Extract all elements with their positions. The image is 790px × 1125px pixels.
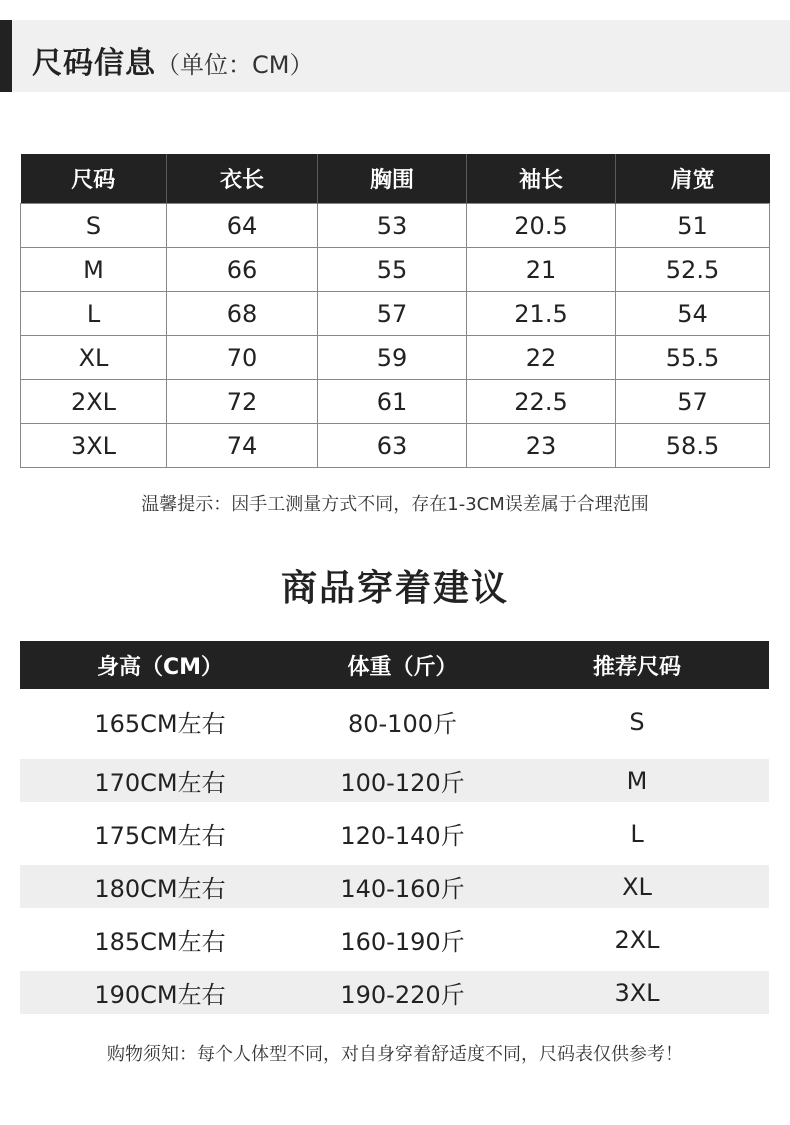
rec-header-cell: 体重（斤） <box>347 654 458 680</box>
table-cell: 55.5 <box>616 336 770 380</box>
size-table-header <box>21 154 770 204</box>
table-cell: 57 <box>318 292 467 336</box>
table-cell: 3XL <box>21 424 167 468</box>
table-cell: 52.5 <box>616 248 770 292</box>
table-cell: S <box>629 707 645 736</box>
table-cell: 54 <box>616 292 770 336</box>
table-row <box>21 204 770 248</box>
table-cell: 80-100斤 <box>347 710 457 738</box>
table-cell: 70 <box>167 336 318 380</box>
table-cell: 185CM左右 <box>94 928 226 956</box>
recommendation-table-header <box>20 641 769 689</box>
page-title-unit: （单位：CM） <box>156 51 314 79</box>
table-cell: 53 <box>318 204 467 248</box>
table-cell: 140-160斤 <box>340 875 465 903</box>
table-cell: XL <box>21 336 167 380</box>
table-cell: 58.5 <box>616 424 770 468</box>
table-row <box>21 248 770 292</box>
table-cell: 22.5 <box>467 380 616 424</box>
table-cell: 66 <box>167 248 318 292</box>
table-row <box>21 336 770 380</box>
size-table-header-cell: 袖长 <box>467 154 616 204</box>
size-table-header-cell: 尺码 <box>21 154 167 204</box>
header-bar <box>0 20 790 92</box>
table-cell: 59 <box>318 336 467 380</box>
section-title-wearing-advice: 商品穿着建议 <box>280 568 509 609</box>
table-cell: 72 <box>167 380 318 424</box>
table-row <box>20 759 769 802</box>
header-accent-bar <box>0 20 12 92</box>
table-cell: 57 <box>616 380 770 424</box>
table-cell: 61 <box>318 380 467 424</box>
table-cell: 21 <box>467 248 616 292</box>
size-table-header-cell: 衣长 <box>167 154 318 204</box>
size-table-header-cell: 肩宽 <box>616 154 770 204</box>
table-row <box>21 380 770 424</box>
table-cell: XL <box>622 872 652 901</box>
table-cell: 100-120斤 <box>340 769 465 797</box>
recommendation-table <box>20 641 769 1019</box>
table-cell: 23 <box>467 424 616 468</box>
table-cell: 63 <box>318 424 467 468</box>
table-row <box>21 292 770 336</box>
table-cell: 190-220斤 <box>340 981 465 1009</box>
table-cell: 180CM左右 <box>94 875 226 903</box>
table-cell: M <box>626 766 648 795</box>
page-title-text: 尺码信息 <box>32 46 156 81</box>
size-table-header-cell: 胸围 <box>318 154 467 204</box>
table-cell: L <box>21 292 167 336</box>
rec-header-cell: 身高（CM） <box>96 654 224 680</box>
measurement-note: 温馨提示：因手工测量方式不同，存在1-3CM误差属于合理范围 <box>141 494 649 515</box>
table-row <box>21 424 770 468</box>
table-row <box>20 913 769 966</box>
table-cell: 64 <box>167 204 318 248</box>
table-cell: M <box>21 248 167 292</box>
table-cell: 170CM左右 <box>94 769 226 797</box>
table-cell: 74 <box>167 424 318 468</box>
table-cell: 2XL <box>21 380 167 424</box>
table-cell: 190CM左右 <box>94 981 226 1009</box>
table-cell: L <box>630 819 644 848</box>
table-cell: 2XL <box>614 925 660 954</box>
table-cell: 55 <box>318 248 467 292</box>
page-title <box>32 38 313 82</box>
table-row <box>20 865 769 908</box>
table-cell: S <box>21 204 167 248</box>
table-cell: 21.5 <box>467 292 616 336</box>
table-row <box>20 971 769 1014</box>
table-cell: 20.5 <box>467 204 616 248</box>
table-row <box>20 807 769 860</box>
rec-header-cell: 推荐尺码 <box>592 654 681 680</box>
table-cell: 120-140斤 <box>340 822 465 850</box>
table-cell: 22 <box>467 336 616 380</box>
table-cell: 175CM左右 <box>94 822 226 850</box>
table-cell: 3XL <box>614 978 660 1007</box>
table-cell: 165CM左右 <box>94 710 226 738</box>
size-table <box>20 154 770 468</box>
table-cell: 68 <box>167 292 318 336</box>
table-cell: 51 <box>616 204 770 248</box>
shopping-note: 购物须知：每个人体型不同，对自身穿着舒适度不同，尺码表仅供参考！ <box>107 1044 683 1065</box>
table-row <box>20 689 769 754</box>
table-cell: 160-190斤 <box>340 928 465 956</box>
